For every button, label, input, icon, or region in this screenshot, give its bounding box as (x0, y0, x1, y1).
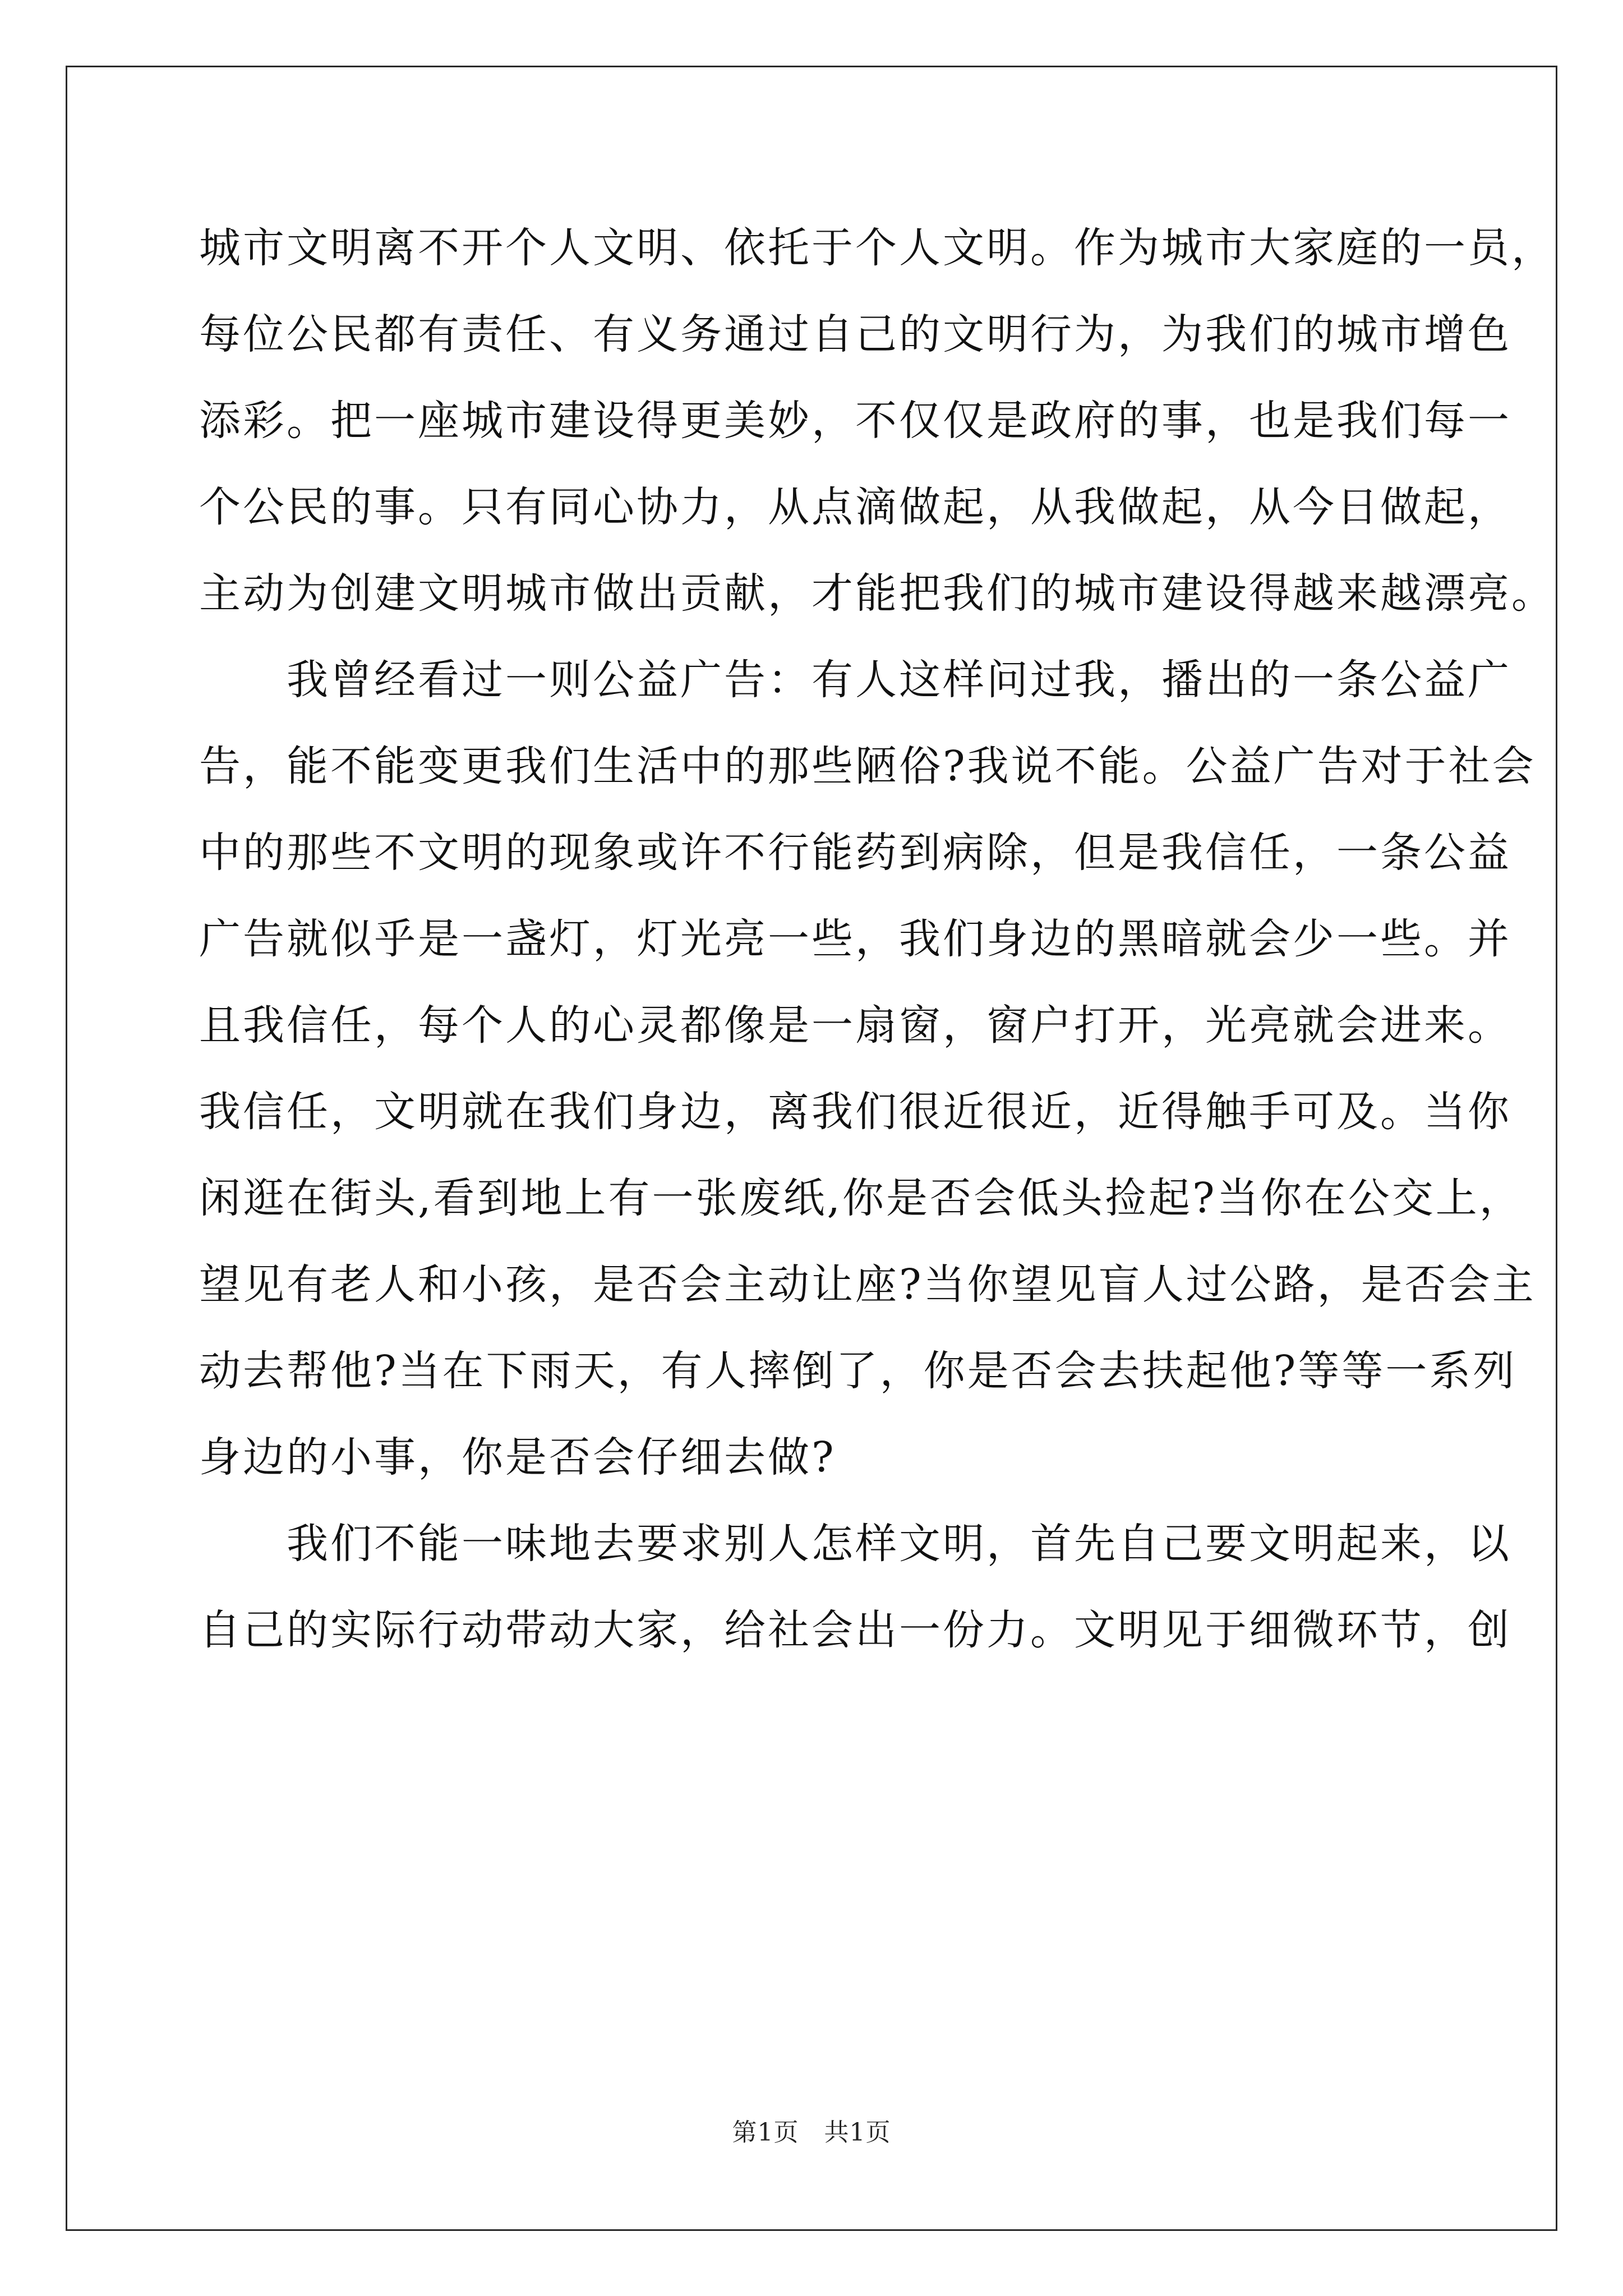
text-line: 个公民的事。只有同心协力，从点滴做起，从我做起，从今日做起， (199, 483, 1511, 531)
text-line: 望见有老人和小孩，是否会主动让座?当你望见盲人过公路，是否会主 (199, 1260, 1536, 1309)
text-line: 中的那些不文明的现象或许不行能药到病除，但是我信任，一条公益 (199, 829, 1511, 877)
text-line: 每位公民都有责任、有义务通过自己的文明行为，为我们的城市增色 (199, 310, 1511, 358)
text-line: 我们不能一味地去要求别人怎样文明，首先自己要文明起来，以 (199, 1520, 1511, 1568)
text-line: 动去帮他?当在下雨天，有人摔倒了，你是否会去扶起他?等等一系列 (199, 1347, 1517, 1395)
text-line: 城市文明离不开个人文明、依托于个人文明。作为城市大家庭的一员， (199, 224, 1555, 272)
text-line: 身边的小事，你是否会仔细去做? (199, 1433, 836, 1481)
text-line: 主动为创建文明城市做出贡献，才能把我们的城市建设得越来越漂亮。 (199, 569, 1555, 618)
text-line: 我曾经看过一则公益广告：有人这样问过我，播出的一条公益广 (199, 656, 1511, 704)
text-line: 自己的实际行动带动大家，给社会出一份力。文明见于细微环节，创 (199, 1606, 1511, 1654)
text-line: 闲逛在街头,看到地上有一张废纸,你是否会低头捡起?当你在公交上， (199, 1174, 1523, 1222)
text-line: 且我信任，每个人的心灵都像是一扇窗，窗户打开，光亮就会进来。 (199, 1001, 1511, 1050)
text-line: 我信任，文明就在我们身边，离我们很近很近，近得触手可及。当你 (199, 1088, 1511, 1136)
text-line: 告，能不能变更我们生活中的那些陋俗?我说不能。公益广告对于社会 (199, 742, 1536, 790)
document-body (199, 205, 1555, 1673)
text-line: 广告就似乎是一盏灯，灯光亮一些，我们身边的黑暗就会少一些。并 (199, 915, 1511, 963)
text-line: 添彩。把一座城市建设得更美妙，不仅仅是政府的事，也是我们每一 (199, 397, 1511, 445)
page-number-footer: 第1页 共1页 (732, 2118, 891, 2147)
